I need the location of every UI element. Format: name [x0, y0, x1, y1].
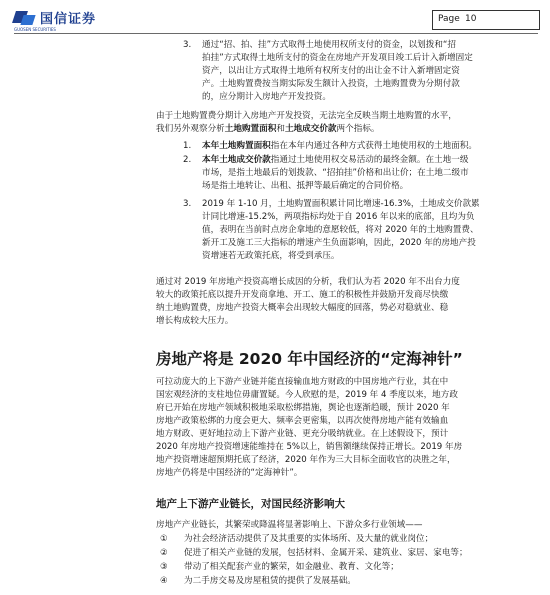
list-line: 通过“招、拍、挂”方式取得土地使用权所支付的资金，以划拨和“招 — [202, 40, 456, 50]
list-line: 拍挂”方式取得土地所支付的资金在房地产开发项目竣工后计入新增固定 — [202, 53, 473, 63]
list-line: 市场，是指土地最后的划拨款、“招拍挂”价格和出让价；在土地二级市 — [202, 168, 469, 178]
header-divider — [14, 33, 538, 34]
list-item: 本年土地成交价款指通过土地使用权交易活动的最终金额。在土地一级 — [202, 155, 469, 165]
paragraph-line: 2020 年房地产投资增速能维持在 5%以上，销售额继续保持正增长。2019 年房 — [156, 442, 463, 452]
paragraph-line: 国宏观经济的支柱地位毋庸置疑。今人欣慰的是，2019 年 4 季度以来，地方政 — [156, 390, 458, 400]
paragraph-line: 通过对 2019 年房地产投资高增长成因的分析，我们认为若 2020 年不出台力度 — [156, 277, 460, 287]
list-number: 3. — [183, 40, 192, 50]
paragraph-line: 地产投资增速超预期托底了经济，2020 年作为三大目标全面收官的决胜之年， — [156, 455, 456, 465]
circled-number: ③ — [160, 562, 168, 572]
subsection-heading: 地产上下游产业链长，对国民经济影响大 — [156, 498, 345, 510]
list-item: 为社会经济活动提供了及其重要的实体场所、及大量的就业岗位； — [184, 534, 434, 544]
circled-number: ① — [160, 534, 168, 544]
list-line: 的，应分期计入房地产开发投资。 — [202, 92, 331, 102]
list-number: 1. — [183, 141, 192, 151]
paragraph-line: 可拉动庞大的上下游产业链并能直接输血地方财政的中国房地产行业，其在中 — [156, 377, 449, 387]
paragraph-line-with-bold: 我们另外观察分析土地购置面积和土地成交价款两个指标。 — [156, 124, 380, 134]
list-line: 资产，以出让方式取得土地所有权所支付的出让金不计入新增固定资 — [202, 66, 460, 76]
list-line: 新开工及施工三大指标的增速产生负面影响，因此，2020 年的房地产投 — [202, 238, 476, 248]
logo-subtext: GUOSEN SECURITIES — [14, 27, 56, 32]
list-line: 2019 年 1-10 月，土地购置面积累计同比增速-16.3%，土地成交价款累 — [202, 199, 480, 209]
guosen-logo — [14, 8, 96, 27]
bold-term: 土地成交价款 — [284, 124, 337, 134]
list-number: 2. — [183, 155, 192, 165]
page-label: Page — [438, 14, 460, 24]
logo-text: 国信证券 — [40, 12, 97, 27]
paragraph-line: 由于土地购置费分期计入房地产开发投资，无法完全反映当期土地购置的水平， — [156, 111, 457, 121]
paragraph-line: 府已开始在房地产领域积极地采取松绑措施，舆论也逐渐趋暖，预计 2020 年 — [156, 403, 450, 413]
circled-number: ④ — [160, 576, 168, 586]
circled-number: ② — [160, 548, 168, 558]
paragraph-line: 房地产产业链长，其繁荣或降温将显著影响上、下游众多行业领域—— — [156, 520, 423, 530]
page-number-box — [432, 10, 540, 30]
paragraph-line: 较大的政策托底以提升开发商拿地、开工、施工的积极性并鼓励开发商尽快缴 — [156, 290, 449, 300]
page-number: 10 — [465, 14, 477, 24]
paragraph-line: 房地产政策松绑的力度会更大、频率会更密集，以再次使得房地产能有效输血 — [156, 416, 449, 426]
list-line: 资增速若无政策托底，将受到承压。 — [202, 251, 340, 261]
list-item: 促进了相关产业链的发展，包括材料、金属开采、建筑业、家居、家电等； — [184, 548, 468, 558]
paragraph-line: 地方财政、更好地拉动上下游产业链、更充分吸纳就业。在上述假设下，预计 — [156, 429, 449, 439]
logo-icon — [14, 9, 36, 27]
list-item: 本年土地购置面积指在本年内通过各种方式获得土地使用权的土地面积。 — [202, 141, 478, 151]
paragraph-line: 纳土地购置费，房地产投资大概率会出现较大幅度的回落，势必对稳就业、稳 — [156, 303, 449, 313]
list-number: 3. — [183, 199, 192, 209]
list-item: 带动了相关配套产业的繁荣，如金融业、教育、文化等； — [184, 562, 399, 572]
list-line: 产。土地购置费按当期实际发生额计入投资，土地购置费为分期付款 — [202, 79, 460, 89]
list-item: 为二手房交易及房屋租赁的提供了发展基础。 — [184, 576, 356, 586]
paragraph-line: 房地产仍将是中国经济的“定海神针”。 — [156, 468, 303, 478]
paragraph-line: 增长构成较大压力。 — [156, 316, 234, 326]
list-line: 值，表明在当前时点房企拿地的意愿较低，将对 2020 年的土地购置费、 — [202, 225, 479, 235]
list-line: 计同比增速-15.2%，两项指标均处于自 2016 年以来的底部，且均为负 — [202, 212, 475, 222]
list-line: 场是指土地转让、出租、抵押等最后确定的合同价格。 — [202, 181, 409, 191]
bold-term: 土地购置面积 — [224, 124, 277, 134]
section-heading: 房地产将是 2020 年中国经济的“定海神针” — [156, 350, 463, 368]
page-header — [0, 0, 550, 34]
